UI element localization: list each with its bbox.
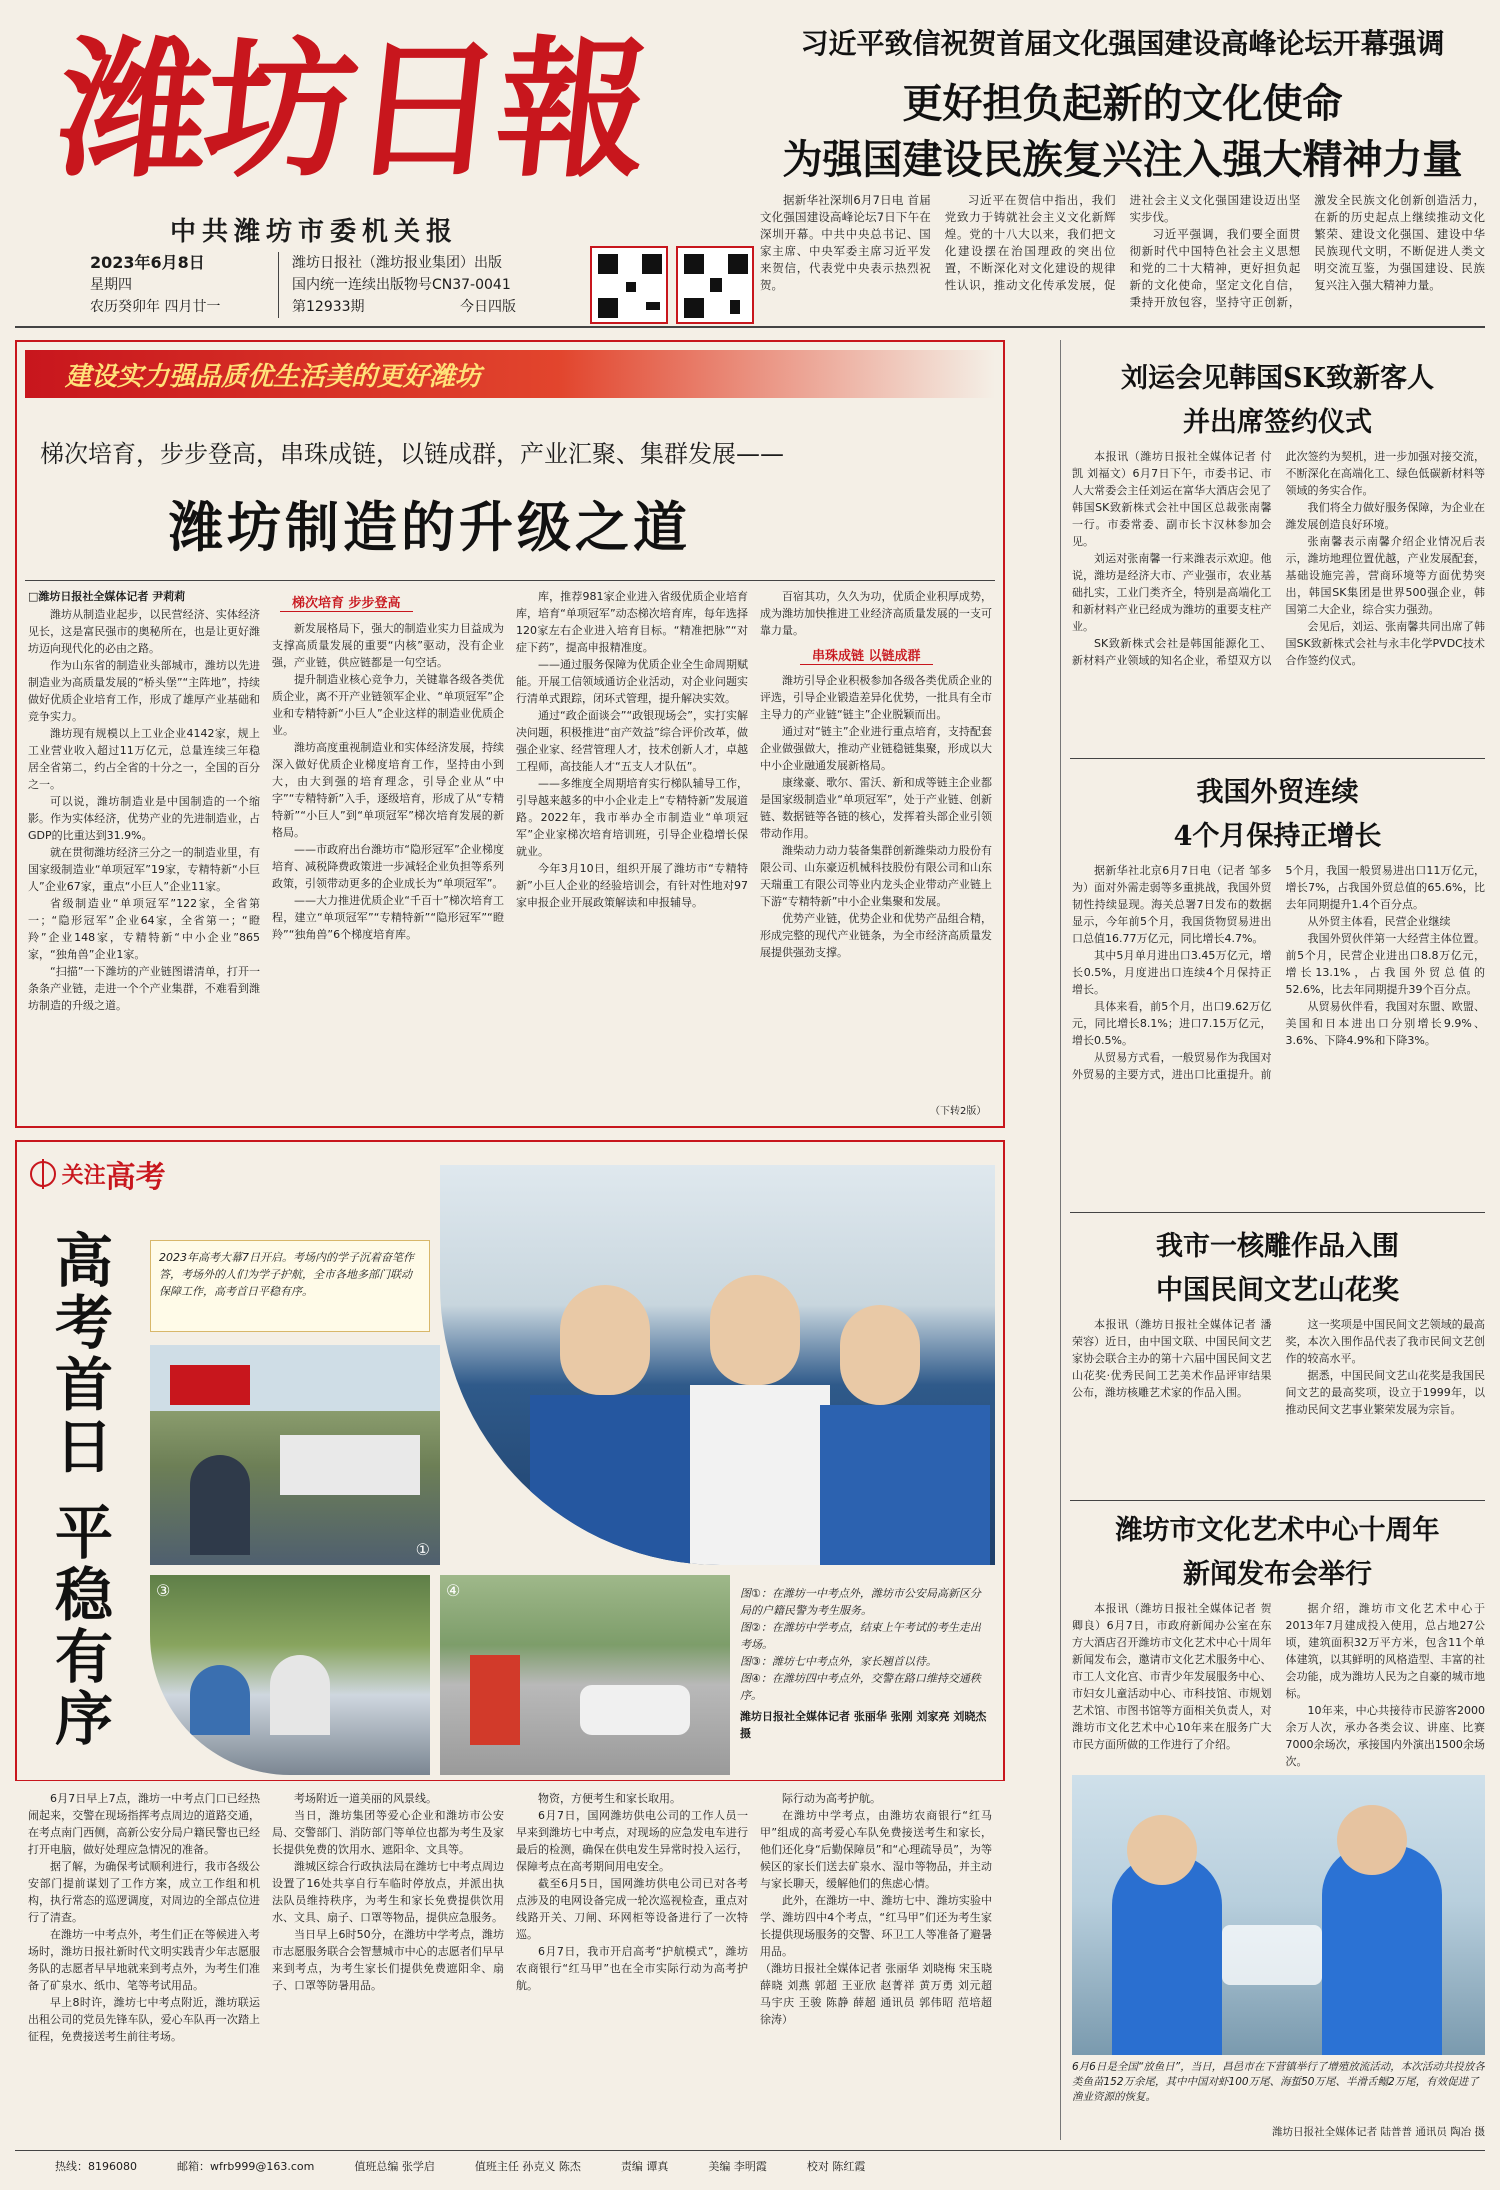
trade-title-1: 我国外贸连续 xyxy=(1196,777,1359,808)
weekday: 星期四 xyxy=(90,277,132,293)
folk-body: 本报讯（潍坊日报社全媒体记者 潘荣容）近日，由中国文联、中国民间文艺家协会联合主办的第十六届中国民间文艺山花奖·优秀民间工艺美术作品评审结果公布，潍坊核雕艺术家的作品入围。 这一奖项是中国民间文艺领域的最高奖，本次入围作品代表了我市民间文艺创作的较高水平。 据悉，中国民间文艺山花奖是我国民间文艺的最高奖项，设立于1999年，以推动民间文艺事业繁荣发展为宗旨。 xyxy=(1072,1318,1485,1416)
gaokao-col-1: 6月7日早上7点，潍坊一中考点门口已经热闹起来，交警在现场指挥考点周边的道路交通，在考点南门西侧，高新公安分局户籍民警也已经打开电脑，做好处理应急情况的准备。 据了解，为确保考试顺利进行，我市各级公安部门提前谋划了工作方案，成立工作组和机构，执行常态的巡逻调度，对周边的全部点位进行了清查。 在潍坊一中考点外，考生们正在等候进入考场时，潍坊日报社新时代文明实践青少年志愿服务队的志愿者早早地就来到考点外，为考生们准备了矿泉水、纸巾、笔等考试用品。 早上8时许，潍坊七中考点附近，潍坊联运出租公司的党员先锋车队，爱心车队再一次踏上征程，免费接送考生前往考场。 xyxy=(28,1792,260,2043)
gaokao-col-2: 考场附近一道美丽的风景线。 当日，潍坊集团等爱心企业和潍坊市公安局、交警部门、消防部门等单位也都为考生及家长提供免费的饮用水、遮阳伞、文具等。 潍城区综合行政执法局在潍坊七中考点周边设置了16处共享自行车临时停放点，并派出执法队员维持秩序，为考生和家长免费提供饮用水、文具、扇子、口罩等物品，提供应急服务。 当日早上6时50分，在潍坊中学考点，潍坊市志愿服务联合会智慧城市中心的志愿者们早早来到考点，为考生家长们提供免费遮阳伞、扇子、口罩等防暑用品。 xyxy=(272,1792,504,1992)
footer-proofreader: 校对 陈红霞 xyxy=(806,2160,866,2173)
culture-title-2: 新闻发布会举行 xyxy=(1183,1559,1372,1590)
photo-label-1: ① xyxy=(415,1540,430,1559)
gaokao-section-label: 关注高考 xyxy=(30,1152,166,1196)
footer-art-editor: 美编 李明霞 xyxy=(708,2160,767,2173)
liu-title-2: 并出席签约仪式 xyxy=(1183,407,1372,438)
footer-email[interactable]: 邮箱：wfrb999@163.com xyxy=(177,2160,315,2173)
theme-banner-text: 建设实力强品质优生活美的更好潍坊 xyxy=(65,362,482,392)
liu-title-1: 刘运会见韩国SK致新客人 xyxy=(1121,363,1434,394)
manufacturing-continued[interactable]: （下转2版） xyxy=(930,1106,987,1117)
culture-body: 本报讯（潍坊日报社全媒体记者 贺卿良）6月7日，市政府新闻办公室在东方大酒店召开潍坊市文化艺术中心十周年新闻发布会，邀请市文化艺术服务中心、市工人文化宫、市青少年发展服务中心、市妇女儿童活动中心、市科技馆、市规划艺术馆、市图书馆等方面相关负责人，对潍坊市文化艺术中心10年来在服务广大市民方面所做的工作进行了介绍。 据介绍，潍坊市文化艺术中心于2013年7月建成投入使用，总占地27公顷，建筑面积32万平方米，包含11个单体建筑，以其鲜明的风格造型、丰富的社会功能，成为潍坊人民为之自豪的城市地标。 10年来，中心共接待市民游客2000余万人次，承办各类会议、讲座、比赛7000余场次，承接国内外演出1500余场次。 xyxy=(1072,1602,1485,1768)
gaokao-col-3: 物资，方便考生和家长取用。 6月7日，国网潍坊供电公司的工作人员一早来到潍坊七中考点，对现场的应急发电车进行最后的检测，确保在供电发生异常时投入运行，保障考点在高考期间用电安全。 截至6月5日，国网潍坊供电公司已对各考点涉及的电网设备完成一轮次巡视检查，重点对线路开关、刀闸、环网柜等设备进行了一次特巡。 6月7日，我市开启高考“护航模式”，潍坊农商银行“红马甲”也在全市实际行动为高考护航。 xyxy=(516,1792,748,1992)
issue-date: 2023年6月8日 xyxy=(90,253,205,272)
masthead-logo: 潍坊日報 xyxy=(50,22,654,198)
manufacturing-col-1: 潍坊从制造业起步，以民营经济、实体经济见长，这是富民强市的奥秘所在，也是让更好潍坊迈向现代化的必由之路。 作为山东省的制造业头部城市，潍坊以先进制造业为高质量发展的“桥头堡”“主阵地”，持续做好优质企业培育工作，形成了雄厚产业基础和竞争实力。 潍坊现有规模以上工业企业4142家，规上工业营业收入超过11万亿元，总量连续三年稳居全省第二，约占全省的十分之一，全国的百分之一。 可以说，潍坊制造业是中国制造的一个缩影。作为实体经济，优势产业的先进制造业，占GDP的比重达到31.9%。 就在贯彻潍坊经济三分之一的制造业里，有国家级制造业“单项冠军”19家，专精特新“小巨人”企业67家，重点“小巨人”企业11家。 省级制造业“单项冠军”122家，全省第一；“隐形冠军”企业64家，全省第一；“瞪羚”企业148家，专精特新“中小企业”865家，“独角兽”企业1家。 “扫描”一下潍坊的产业链图谱清单，打开一条条产业链，走进一个个产业集群，不难看到潍坊制造的升级之道。 xyxy=(28,608,260,1012)
footer-hotline: 热线：8196080 xyxy=(55,2160,137,2173)
photo-fish-release xyxy=(1072,1775,1485,2055)
theme-banner xyxy=(25,350,995,398)
manufacturing-kicker: 梯次培育，步步登高，串珠成链，以链成群，产业汇聚、集群发展—— xyxy=(40,440,784,468)
photo-label-4: ④ xyxy=(446,1581,461,1600)
manufacturing-col-3: 库，推荐981家企业进入省级优质企业培育库，培育“单项冠军”动态梯次培育库，每年选择120家左右企业进入培育目标。“精准把脉”“对症下药”，提高申报精准度。 ——通过服务保障为优质企业全生命周期赋能。开展工信领域通访企业活动，对企业问题实行清单式跟踪，闭环式管理，提升解决实效。 通过“政企面谈会”“政银现场会”，实打实解决问题，积极推进“亩产效益”综合评价改革，做强企业家、经营管理人才，技术创新人才，卓越工程师，高技能人才“五支人才队伍”。 ——多维度全周期培育实行梯队辅导工作，引导越来越多的中小企业走上“专精特新”发展道路。2022年，我市举办全市制造业“单项冠军”企业家梯次培育培训班，引导企业稳增长保就业。 今年3月10日，组织开展了潍坊市“专精特新”小巨人企业的经验培训会，有针对性地对97家申报企业开展政策解读和申报辅导。 xyxy=(516,590,748,909)
photo-label-3: ③ xyxy=(156,1581,171,1600)
fish-photo-caption: 6月6日是全国“放鱼日”，当日，昌邑市在下营镇举行了增殖放流活动，本次活动共投放各类鱼苗152万余尾，其中中国对虾100万尾、海蜇50万尾、半滑舌鳎2万尾，有效促进了渔业资源的恢复。 xyxy=(1072,2061,1485,2103)
manufacturing-col-4: 潍坊引导企业积极参加各级各类优质企业的评选，引导企业锻造差异化优势，一批具有全市主导力的产业链“链主”企业脱颖而出。 通过对“链主”企业进行重点培育，支持配套企业做强做大，推动产业链稳链集聚，形成以大中小企业融通发展新格局。 康缘豪、歌尔、雷沃、新和成等链主企业都是国家级制造业“单项冠军”，处于产业链、创新链、数据链等各链的核心，发挥着头部企业引领带动作用。 潍柴动力动力装备集群创新潍柴动力股份有限公司、山东豪迈机械科技股份有限公司和山东天瑞重工有限公司等业内龙头企业带动产业链上下游“专精特新”中小企业集聚和发展。 优势产业链，优势企业和优势产品组合精，形成完整的现代产业链条，为全市经济高质量发展提供强劲支撑。 xyxy=(760,674,992,959)
folk-title-1: 我市一核雕作品入围 xyxy=(1156,1231,1399,1262)
subhead-tiered: 梯次培育 步步登高 xyxy=(280,592,413,612)
fish-photo-credit: 潍坊日报社全媒体记者 陆普普 通讯员 陶冶 摄 xyxy=(1272,2126,1485,2138)
pages-count: 今日四版 xyxy=(460,299,516,315)
gaokao-col-4: 际行动为高考护航。 在潍坊中学考点，由潍坊农商银行“红马甲”组成的高考爱心车队免费接送考生和家长，他们还化身“后勤保障员”和“心理疏导员”，为等候区的家长们送去矿泉水、湿巾等物品，并主动与家长聊天，缓解他们的焦虑心情。 此外，在潍坊一中、潍坊七中、潍坊实验中学、潍坊四中4个考点，“红马甲”们还为考生家长提供现场服务的交警、环卫工人等准备了避暑用品。 （潍坊日报社全媒体记者 张丽华 刘晓梅 宋玉晓 薛晓 刘燕 郭超 王亚欣 赵菁祥 黄万勇 刘元超 马宇庆 王骏 陈静 薛超 通讯员 郭伟昭 范培超 徐涛） xyxy=(760,1792,992,2026)
manufacturing-col-2: 新发展格局下，强大的制造业实力目益成为支撑高质量发展的重要“内核”驱动，没有企业强，产业链，供应链都是一句空话。 提升制造业核心竞争力，关键靠各级各类优质企业，离不开产业链领军企业、“单项冠军”企业和专精特新“小巨人”企业这样的制造业优质企业。 潍坊高度重视制造业和实体经济发展，持续深入做好优质企业梯度培育工作，坚持由小到大，由大到强的培育理念，引导企业从“中字”“专精特新”入手，逐级培育，形成了从“专精特新”“小巨人”到“单项冠军”梯次培育发展的新格局。 ——市政府出台潍坊市“隐形冠军”企业梯度培育、减税降费政策进一步减轻企业负担等系列政策，引领带动更多的企业成长为“单项冠军”。 ——大力推进优质企业“千百十”梯次培育工程，建立“单项冠军”“专精特新”“隐形冠军”“瞪羚”“独角兽”6个梯度培育库。 xyxy=(272,622,504,941)
trade-title-2: 4个月保持正增长 xyxy=(1173,821,1382,852)
target-icon xyxy=(30,1161,56,1187)
footer-responsible-editor: 责编 谭真 xyxy=(620,2160,669,2173)
liu-body: 本报讯（潍坊日报社全媒体记者 付凯 刘福文）6月7日下午，市委书记、市人大常委会主任刘运在富华大酒店会见了韩国SK致新株式会社中国区总裁张南馨一行。市委常委、副市长卞汉林参加会见。 刘运对张南馨一行来潍表示欢迎。他说，潍坊是经济大市、产业强市，农业基础扎实，工业门类齐全，特别是高端化工和新材料产业已经成为潍坊的重要支柱产业。 SK致新株式会社是韩国能源化工、新材料产业领域的知名企业，希望双方以此次签约为契机，进一步加强对接交流，不断深化在高端化工、绿色低碳新材料等领域的务实合作。 我们将全力做好服务保障，为企业在潍发展创造良好环境。 张南馨表示南馨介绍企业情况后表示，潍坊地理位置优越，产业发展配套，基础设施完善，营商环境等方面优势突出，韩国SK集团是世界500强企业，韩国第二大企业，综合实力强劲。 会见后，刘运、张南馨共同出席了韩国SK致新株式会社与永丰化学PVDC技术合作签约仪式。 xyxy=(1072,450,1485,667)
lead-title-2: 为强国建设民族复兴注入强大精神力量 xyxy=(782,136,1463,183)
photo-1-police-desk xyxy=(150,1345,440,1565)
footer-director: 值班主任 孙克义 陈杰 xyxy=(474,2160,581,2173)
qr-code-2[interactable] xyxy=(676,246,754,324)
issue-number: 第12933期 xyxy=(292,299,365,315)
lead-body: 据新华社深圳6月7日电 首届文化强国建设高峰论坛7日下午在深圳开幕。中共中央总书记、国家主席、中央军委主席习近平发来贺信，代表党中央表示热烈祝贺。 习近平在贺信中指出，我们党致力于铸就社会主义文化新辉煌。党的十八大以来，我们把文化建设摆在治国理政的突出位置，不断深化对文化建设的规律性认识，推动文化传承发展，促进社会主义文化强国建设迈出坚实步伐。 习近平强调，我们要全面贯彻新时代中国特色社会主义思想和党的二十大精神，更好担负起新的文化使命，坚定文化自信，秉持开放包容，坚持守正创新，激发全民族文化创新创造活力，在新的历史起点上继续推动文化繁荣、建设文化强国、建设中华民族现代文明，不断促进人类文明交流互鉴，为强国建设、民族复兴注入强大精神力量。 xyxy=(760,193,1485,309)
photo-4-traffic xyxy=(440,1575,730,1775)
cn-number: 国内统一连续出版物号CN37-0041 xyxy=(292,277,511,293)
photo-label-2: ② xyxy=(450,1538,465,1557)
folk-title-2: 中国民间文艺山花奖 xyxy=(1156,1275,1399,1306)
manufacturing-col-4a: 百宿其功，久久为功，优质企业积厚成势，成为潍坊加快推进工业经济高质量发展的一支可靠力量。 xyxy=(760,590,992,636)
culture-title-1: 潍坊市文化艺术中心十周年 xyxy=(1115,1515,1440,1546)
lead-kicker: 习近平致信祝贺首届文化强国建设高峰论坛开幕强调 xyxy=(800,27,1445,60)
footer xyxy=(15,2158,1485,2180)
gaokao-captions: 图①：在潍坊一中考点外，潍坊市公安局高新区分局的户籍民警为考生服务。 图②：在潍坊中学考点，结束上午考试的考生走出考场。 图③：潍坊七中考点外，家长翘首以待。 图④：在潍坊四中考点外，交警在路口维持交通秩序。 潍坊日报社全媒体记者 张丽华 张刚 刘家亮 刘晓杰 摄 xyxy=(740,1587,987,1740)
publisher: 潍坊日报社（潍坊报业集团）出版 xyxy=(292,255,502,271)
manufacturing-byline: □潍坊日报社全媒体记者 尹莉莉 xyxy=(28,590,186,603)
trade-body: 据新华社北京6月7日电（记者 邹多为）面对外需走弱等多重挑战，我国外贸韧性持续显现。海关总署7日发布的数据显示，今年前5个月，我国货物贸易进出口总值16.77万亿元，同比增长4.7%。 其中5月单月进出口3.45万亿元，增长0.5%，月度进出口连续4个月保持正增长。 具体来看，前5个月，出口9.62万亿元，同比增长8.1%；进口7.15万亿元，增长0.5%。 从贸易方式看，一般贸易作为我国对外贸易的主要方式，进出口比重提升。前5个月，我国一般贸易进出口11万亿元，增长7%，占我国外贸总值的65.6%，比去年同期提升1.4个百分点。 从外贸主体看，民营企业继续 我国外贸伙伴第一大经营主体位置。前5个月，民营企业进出口8.8万亿元，增长13.1%，占我国外贸总值的52.6%，比去年同期提升39个百分点。 从贸易伙伴看，我国对东盟、欧盟、美国和日本进出口分别增长9.9%、3.6%、下降4.9%和下降3%。 xyxy=(1072,864,1485,1081)
gaokao-title: 高考首日 平稳有序 xyxy=(45,1230,113,1751)
subhead-chain: 串珠成链 以链成群 xyxy=(800,645,933,665)
lunar-date: 农历癸卯年 四月廿一 xyxy=(90,299,221,315)
masthead-subtitle: 中共潍坊市委机关报 xyxy=(170,217,459,247)
footer-editor: 值班总编 张学启 xyxy=(354,2160,435,2173)
lead-title-1: 更好担负起新的文化使命 xyxy=(902,80,1343,127)
qr-code-1[interactable] xyxy=(590,246,668,324)
manufacturing-title: 潍坊制造的升级之道 xyxy=(169,495,691,559)
gaokao-intro: 2023年高考大幕7日开启。考场内的学子沉着奋笔作答，考场外的人们为学子护航，全市各地多部门联动保障工作，高考首日平稳有序。 xyxy=(150,1240,430,1332)
